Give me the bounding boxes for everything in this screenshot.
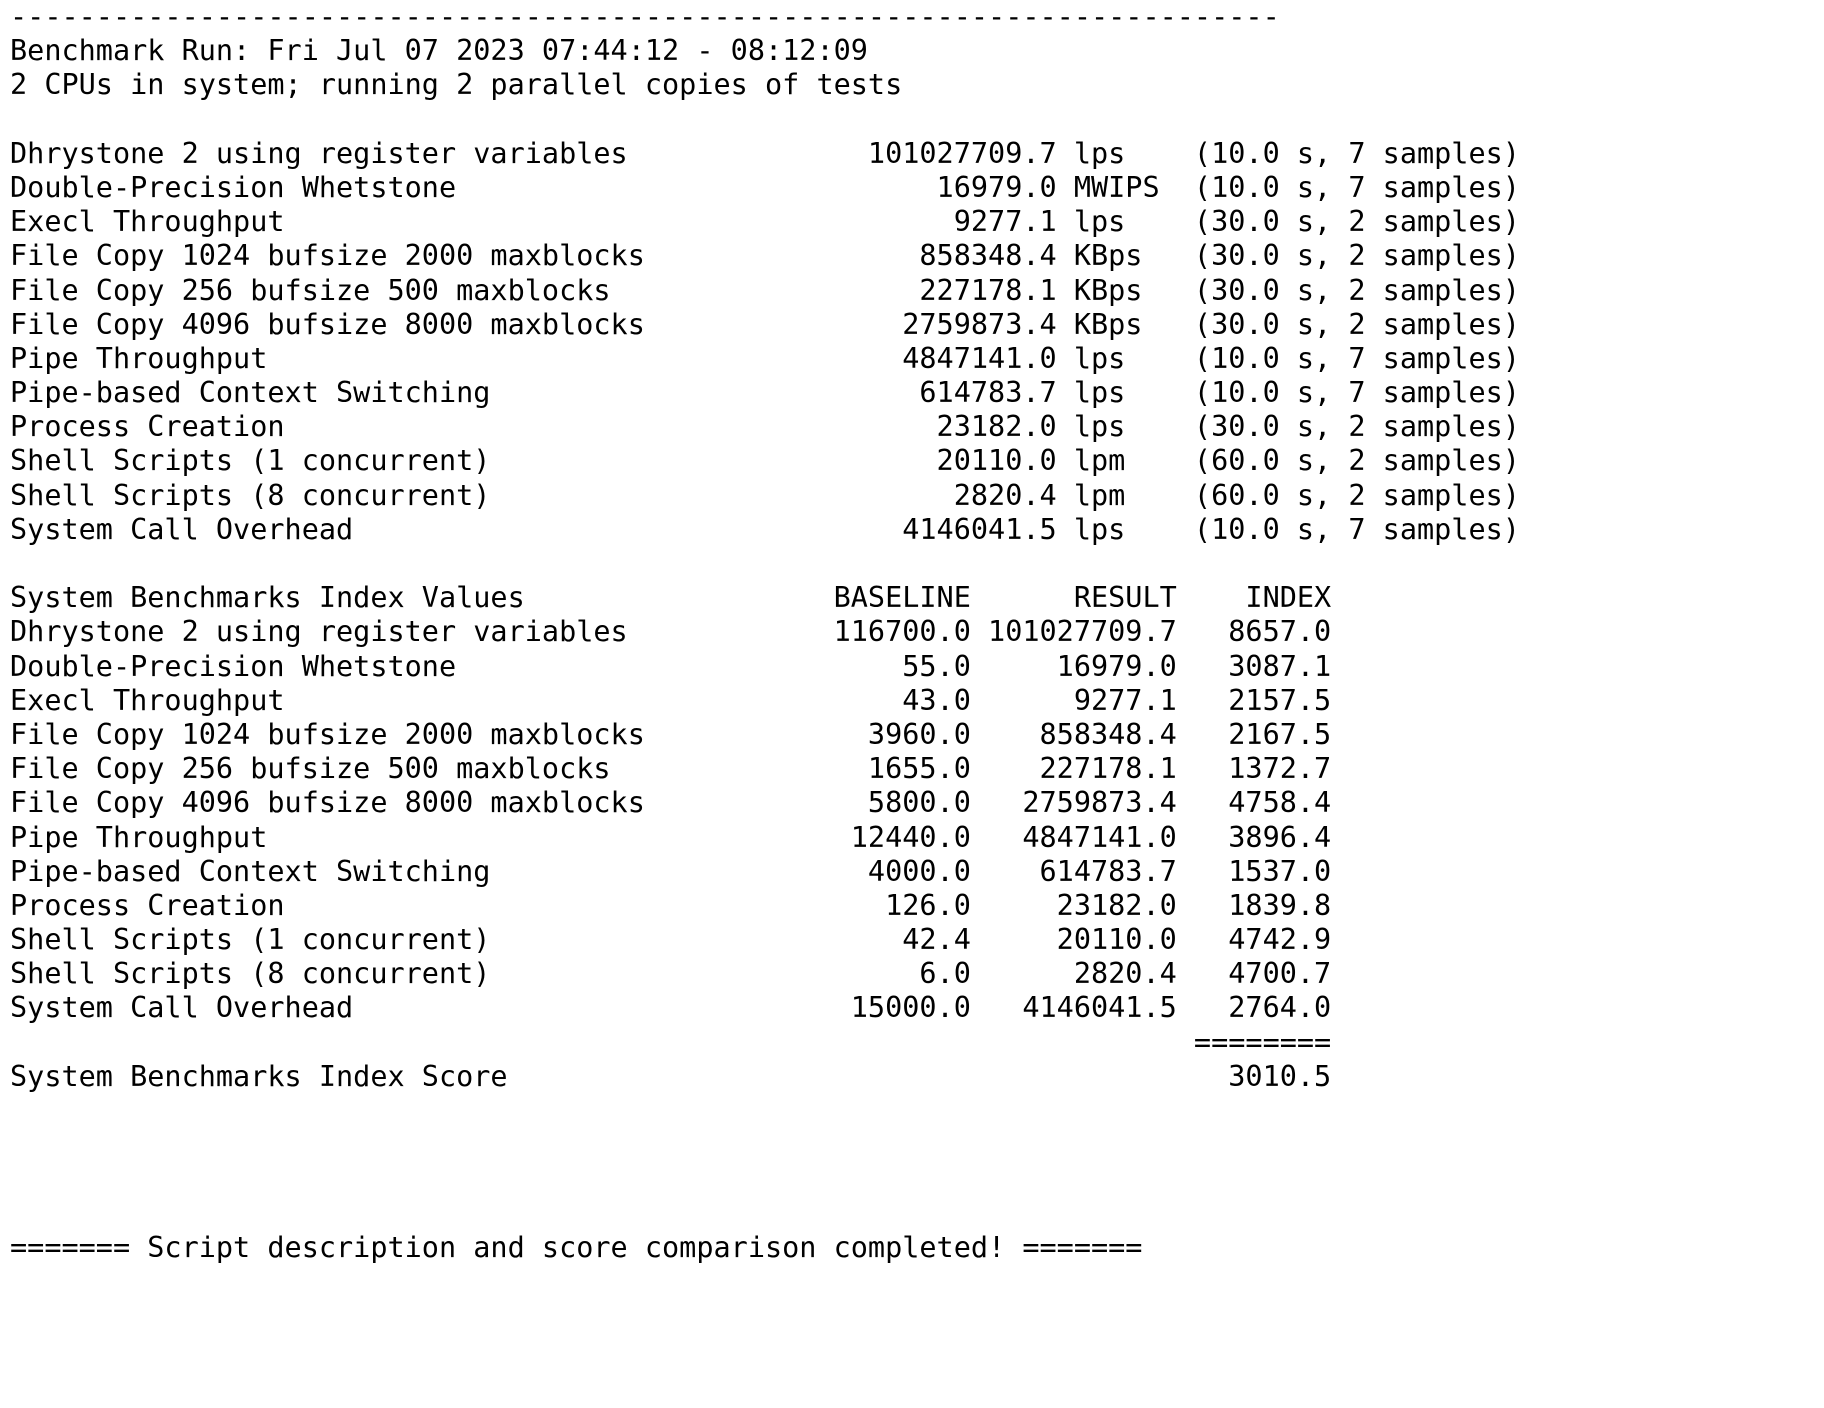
index-score-line: System Benchmarks Index Score 3010.5: [10, 1059, 1332, 1093]
benchmark-result-row: Pipe Throughput 4847141.0 lps (10.0 s, 7 samples): [10, 341, 1520, 375]
index-table-row: Pipe-based Context Switching 4000.0 614783.7 1537.0: [10, 854, 1332, 888]
blank-line: [10, 1128, 1520, 1162]
cpu-count-line: 2 CPUs in system; running 2 parallel copies of tests: [10, 68, 903, 102]
benchmark-result-row: Execl Throughput 9277.1 lps (30.0 s, 2 samples): [10, 205, 1520, 239]
blank-line: [10, 1162, 1520, 1196]
benchmark-result-row: Shell Scripts (1 concurrent) 20110.0 lpm (60.0 s, 2 samples): [10, 444, 1520, 478]
index-table-header: System Benchmarks Index Values BASELINE RESULT INDEX: [10, 581, 1332, 615]
benchmark-run-line: Benchmark Run: Fri Jul 07 2023 07:44:12 - 08:12:09: [10, 34, 868, 68]
benchmark-result-row: File Copy 4096 bufsize 8000 maxblocks 2759873.4 KBps (30.0 s, 2 samples): [10, 307, 1520, 341]
benchmark-result-row: File Copy 256 bufsize 500 maxblocks 227178.1 KBps (30.0 s, 2 samples): [10, 273, 1520, 307]
index-table-row: Execl Throughput 43.0 9277.1 2157.5: [10, 683, 1332, 717]
terminal-output: [10, 0, 1520, 1265]
blank-line: [10, 547, 1520, 581]
index-table-row: Pipe Throughput 12440.0 4847141.0 3896.4: [10, 820, 1332, 854]
index-table-row: Process Creation 126.0 23182.0 1839.8: [10, 888, 1332, 922]
benchmark-result-row: Pipe-based Context Switching 614783.7 lps (10.0 s, 7 samples): [10, 376, 1520, 410]
benchmark-result-row: Dhrystone 2 using register variables 101027709.7 lps (10.0 s, 7 samples): [10, 136, 1520, 170]
benchmark-result-row: File Copy 1024 bufsize 2000 maxblocks 858348.4 KBps (30.0 s, 2 samples): [10, 239, 1520, 273]
index-table-row: Double-Precision Whetstone 55.0 16979.0 3087.1: [10, 649, 1332, 683]
benchmark-result-row: System Call Overhead 4146041.5 lps (10.0 s, 7 samples): [10, 512, 1520, 546]
blank-line: [10, 1094, 1520, 1128]
benchmark-result-row: Double-Precision Whetstone 16979.0 MWIPS (10.0 s, 7 samples): [10, 170, 1520, 204]
top-rule-line: --------------------------------------------------------------------------: [10, 0, 1280, 33]
index-table-row: System Call Overhead 15000.0 4146041.5 2764.0: [10, 991, 1332, 1025]
benchmark-result-row: Shell Scripts (8 concurrent) 2820.4 lpm (60.0 s, 2 samples): [10, 478, 1520, 512]
benchmark-result-row: Process Creation 23182.0 lps (30.0 s, 2 samples): [10, 410, 1520, 444]
index-table-row: File Copy 1024 bufsize 2000 maxblocks 3960.0 858348.4 2167.5: [10, 717, 1332, 751]
index-separator-line: ========: [10, 1025, 1332, 1059]
blank-line: [10, 103, 1520, 137]
index-table-row: Shell Scripts (1 concurrent) 42.4 20110.0 4742.9: [10, 923, 1332, 957]
blank-line: [10, 1197, 1520, 1231]
index-table-row: Dhrystone 2 using register variables 116700.0 101027709.7 8657.0: [10, 615, 1332, 649]
completion-line: ======= Script description and score comparison completed! =======: [10, 1230, 1143, 1264]
index-table-row: File Copy 4096 bufsize 8000 maxblocks 5800.0 2759873.4 4758.4: [10, 786, 1332, 820]
index-table-row: Shell Scripts (8 concurrent) 6.0 2820.4 4700.7: [10, 957, 1332, 991]
index-table-row: File Copy 256 bufsize 500 maxblocks 1655.0 227178.1 1372.7: [10, 752, 1332, 786]
